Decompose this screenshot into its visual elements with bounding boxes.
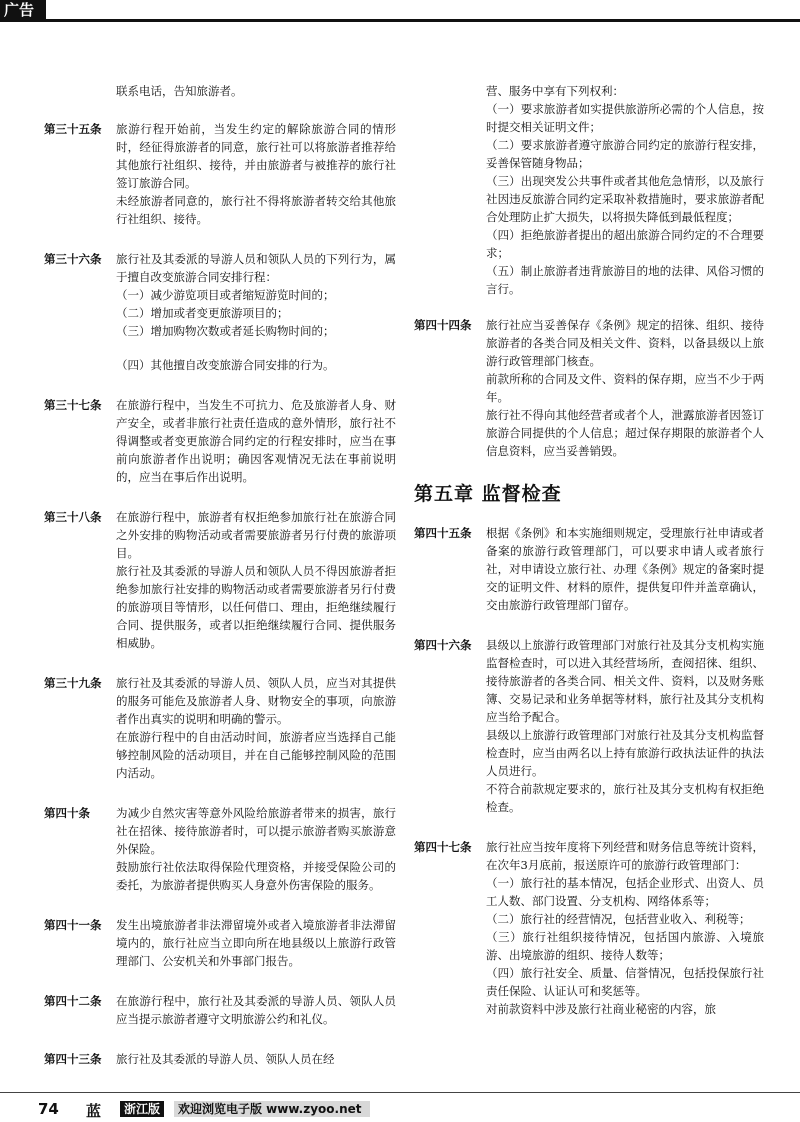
article-body <box>116 674 396 782</box>
article-number: 第四十一条 <box>44 918 102 932</box>
article-number: 第四十四条 <box>414 318 472 332</box>
article-paragraph: 旅行社及其委派的导游人员和领队人员不得因旅游者拒绝参加旅行社安排的购物活动或者需要旅游者另行付费的旅游项目等情形，以任何借口、理由，拒绝继续履行合同、提供服务，或者以拒绝继续履行合同、提供服务相威胁。 <box>116 564 396 650</box>
website-link[interactable]: 欢迎浏览电子版 www.zyoo.net <box>174 1101 370 1117</box>
magazine-name: 蓝 <box>86 1102 102 1120</box>
article-paragraph: （四）旅行社安全、质量、信誉情况，包括投保旅行社责任保险、认证认可和奖惩等。 <box>486 966 764 998</box>
article-paragraph: 根据《条例》和本实施细则规定，受理旅行社申请或者备案的旅游行政管理部门，可以要求申请人或者旅行社，对申请设立旅行社、办理《条例》规定的备案时提交的证明文件、材料的原件，提供复印件并盖章确认，交由旅游行政管理部门留存。 <box>486 526 764 612</box>
lead-paragraph: 营、服务中享有下列权利： <box>486 84 624 98</box>
article-paragraph: 为减少自然灾害等意外风险给旅游者带来的损害，旅行社在招徕、接待旅游者时，可以提示旅游者购买旅游意外保险。 <box>116 806 396 856</box>
edition-badge: 浙江版 <box>120 1101 164 1117</box>
page-number: 74 <box>38 1100 59 1118</box>
article-paragraph: （三）旅行社组织接待情况，包括国内旅游、入境旅游、出境旅游的组织、接待人数等； <box>486 930 764 962</box>
left-lead-text: 联系电话，告知旅游者。 <box>116 84 243 98</box>
article-paragraph: 不符合前款规定要求的，旅行社及其分支机构有权拒绝检查。 <box>486 782 764 814</box>
article-paragraph: 旅行社应当按年度将下列经营和财务信息等统计资料，在次年3月底前，报送原许可的旅游行政管理部门： <box>486 840 764 872</box>
article-number: 第四十七条 <box>414 840 472 854</box>
article-paragraph: （一）旅行社的基本情况，包括企业形式、出资人、员工人数、部门设置、分支机构、网络体系等； <box>486 876 764 908</box>
article <box>44 804 396 894</box>
article <box>44 1050 396 1068</box>
article <box>414 636 764 816</box>
article-paragraph: 在旅游行程中，当发生不可抗力、危及旅游者人身、财产安全，或者非旅行社责任造成的意外情形，旅行社不得调整或者变更旅游合同约定的行程安排时，应当在事前向旅游者作出说明；确因客观情况无法在事前说明的，应当在事后作出说明。 <box>116 398 396 484</box>
article-number: 第四十五条 <box>414 526 472 540</box>
article-number: 第三十九条 <box>44 676 102 690</box>
article-number: 第四十二条 <box>44 994 102 1008</box>
article-paragraph: 未经旅游者同意的，旅行社不得将旅游者转交给其他旅行社组织、接待。 <box>116 194 396 226</box>
lead-paragraph: （五）制止旅游者违背旅游目的地的法律、风俗习惯的言行。 <box>486 264 764 296</box>
article-paragraph: 对前款资料中涉及旅行社商业秘密的内容，旅 <box>486 1002 716 1016</box>
ad-tag: 广告 <box>0 0 46 20</box>
article-body <box>116 916 396 970</box>
article <box>44 992 396 1028</box>
article-body <box>116 396 396 486</box>
article <box>44 396 396 486</box>
article-body <box>116 120 396 228</box>
article-paragraph: 旅游行程开始前，当发生约定的解除旅游合同的情形时，经征得旅游者的同意，旅行社可以将旅游者推荐给其他旅行社组织、接待，并由旅游者与被推荐的旅行社签订旅游合同。 <box>116 122 396 190</box>
article-paragraph: 旅行社及其委派的导游人员和领队人员的下列行为，属于擅自改变旅游合同安排行程： <box>116 252 396 284</box>
right-articles-a <box>414 316 764 460</box>
article-paragraph: 县级以上旅游行政管理部门对旅行社及其分支机构实施监督检查时，可以进入其经营场所，查阅招徕、组织、接待旅游者的各类合同、相关文件、资料，以及财务账簿、交易记录和业务单据等材料，旅行社及其分支机构应当给予配合。 <box>486 638 764 724</box>
article <box>414 838 764 1018</box>
left-articles <box>44 120 396 1068</box>
footer <box>0 1098 800 1122</box>
article-paragraph: 鼓励旅行社依法取得保险代理资格，并接受保险公司的委托，为旅游者提供购买人身意外伤害保险的服务。 <box>116 860 396 892</box>
article-number: 第三十五条 <box>44 122 102 136</box>
right-column <box>414 82 764 1040</box>
article <box>44 916 396 970</box>
article-paragraph: 在旅游行程中的自由活动时间，旅游者应当选择自己能够控制风险的活动项目，并在自己能够控制风险的范围内活动。 <box>116 730 396 780</box>
article-body <box>486 636 764 816</box>
article-paragraph: 旅行社应当妥善保存《条例》规定的招徕、组织、接待旅游者的各类合同及相关文件、资料，以备县级以上旅游行政管理部门核查。 <box>486 318 764 368</box>
chapter-title: 第五章 监督检查 <box>414 483 562 505</box>
left-column <box>44 82 396 1090</box>
article-paragraph: 在旅游行程中，旅游者有权拒绝参加旅行社在旅游合同之外安排的购物活动或者需要旅游者另行付费的旅游项目。 <box>116 510 396 560</box>
article-number: 第四十六条 <box>414 638 472 652</box>
article-body <box>486 524 764 614</box>
article-number: 第四十条 <box>44 806 90 820</box>
right-lead-text <box>414 82 764 298</box>
article-paragraph: 旅行社及其委派的导游人员、领队人员在经 <box>116 1052 335 1066</box>
article-number: 第三十七条 <box>44 398 102 412</box>
article-paragraph: （二）旅行社的经营情况，包括营业收入、利税等； <box>486 912 751 926</box>
lead-paragraph: （一）要求旅游者如实提供旅游所必需的个人信息，按时提交相关证明文件； <box>486 102 764 134</box>
article-paragraph: 旅行社不得向其他经营者或者个人，泄露旅游者因签订旅游合同提供的个人信息；超过保存期限的旅游者个人信息资料，应当妥善销毁。 <box>486 408 764 458</box>
article <box>44 250 396 374</box>
article-paragraph: 在旅游行程中，旅行社及其委派的导游人员、领队人员应当提示旅游者遵守文明旅游公约和礼仪。 <box>116 994 396 1026</box>
article-paragraph: 县级以上旅游行政管理部门对旅行社及其分支机构监督检查时，应当由两名以上持有旅游行政执法证件的执法人员进行。 <box>486 728 764 778</box>
article-body <box>116 992 396 1028</box>
article <box>44 674 396 782</box>
article <box>414 524 764 614</box>
article <box>414 316 764 460</box>
article-paragraph: （三）增加购物次数或者延长购物时间的； <box>116 324 335 338</box>
article-body <box>116 804 396 894</box>
article-paragraph: 发生出境旅游者非法滞留境外或者入境旅游者非法滞留境内的，旅行社应当立即向所在地县级以上旅游行政管理部门、公安机关和外事部门报告。 <box>116 918 396 968</box>
article-body <box>486 316 764 460</box>
article-number: 第三十六条 <box>44 252 102 266</box>
article-paragraph: （一）减少游览项目或者缩短游览时间的； <box>116 288 335 302</box>
article-body <box>116 250 396 374</box>
article-number: 第三十八条 <box>44 510 102 524</box>
lead-paragraph: （四）拒绝旅游者提出的超出旅游合同约定的不合理要求； <box>486 228 764 260</box>
article-body <box>116 1050 396 1068</box>
article <box>44 120 396 228</box>
article-paragraph: 旅行社及其委派的导游人员、领队人员，应当对其提供的服务可能危及旅游者人身、财物安全的事项，向旅游者作出真实的说明和明确的警示。 <box>116 676 396 726</box>
article-paragraph: （四）其他擅自改变旅游合同安排的行为。 <box>116 358 335 372</box>
lead-paragraph: （二）要求旅游者遵守旅游合同约定的旅游行程安排，妥善保管随身物品； <box>486 138 764 170</box>
article-paragraph: （二）增加或者变更旅游项目的； <box>116 306 289 320</box>
article <box>44 508 396 652</box>
right-articles-b <box>414 524 764 1018</box>
article-body <box>116 508 396 652</box>
article-body <box>486 838 764 1018</box>
footer-rule <box>0 1092 800 1093</box>
article-paragraph: 前款所称的合同及文件、资料的保存期，应当不少于两年。 <box>486 372 764 404</box>
article-number: 第四十三条 <box>44 1052 102 1066</box>
header-rule <box>0 19 800 22</box>
lead-paragraph: （三）出现突发公共事件或者其他危急情形，以及旅行社因违反旅游合同约定采取补救措施时，要求旅游者配合处理防止扩大损失，以将损失降低到最低程度； <box>486 174 764 224</box>
